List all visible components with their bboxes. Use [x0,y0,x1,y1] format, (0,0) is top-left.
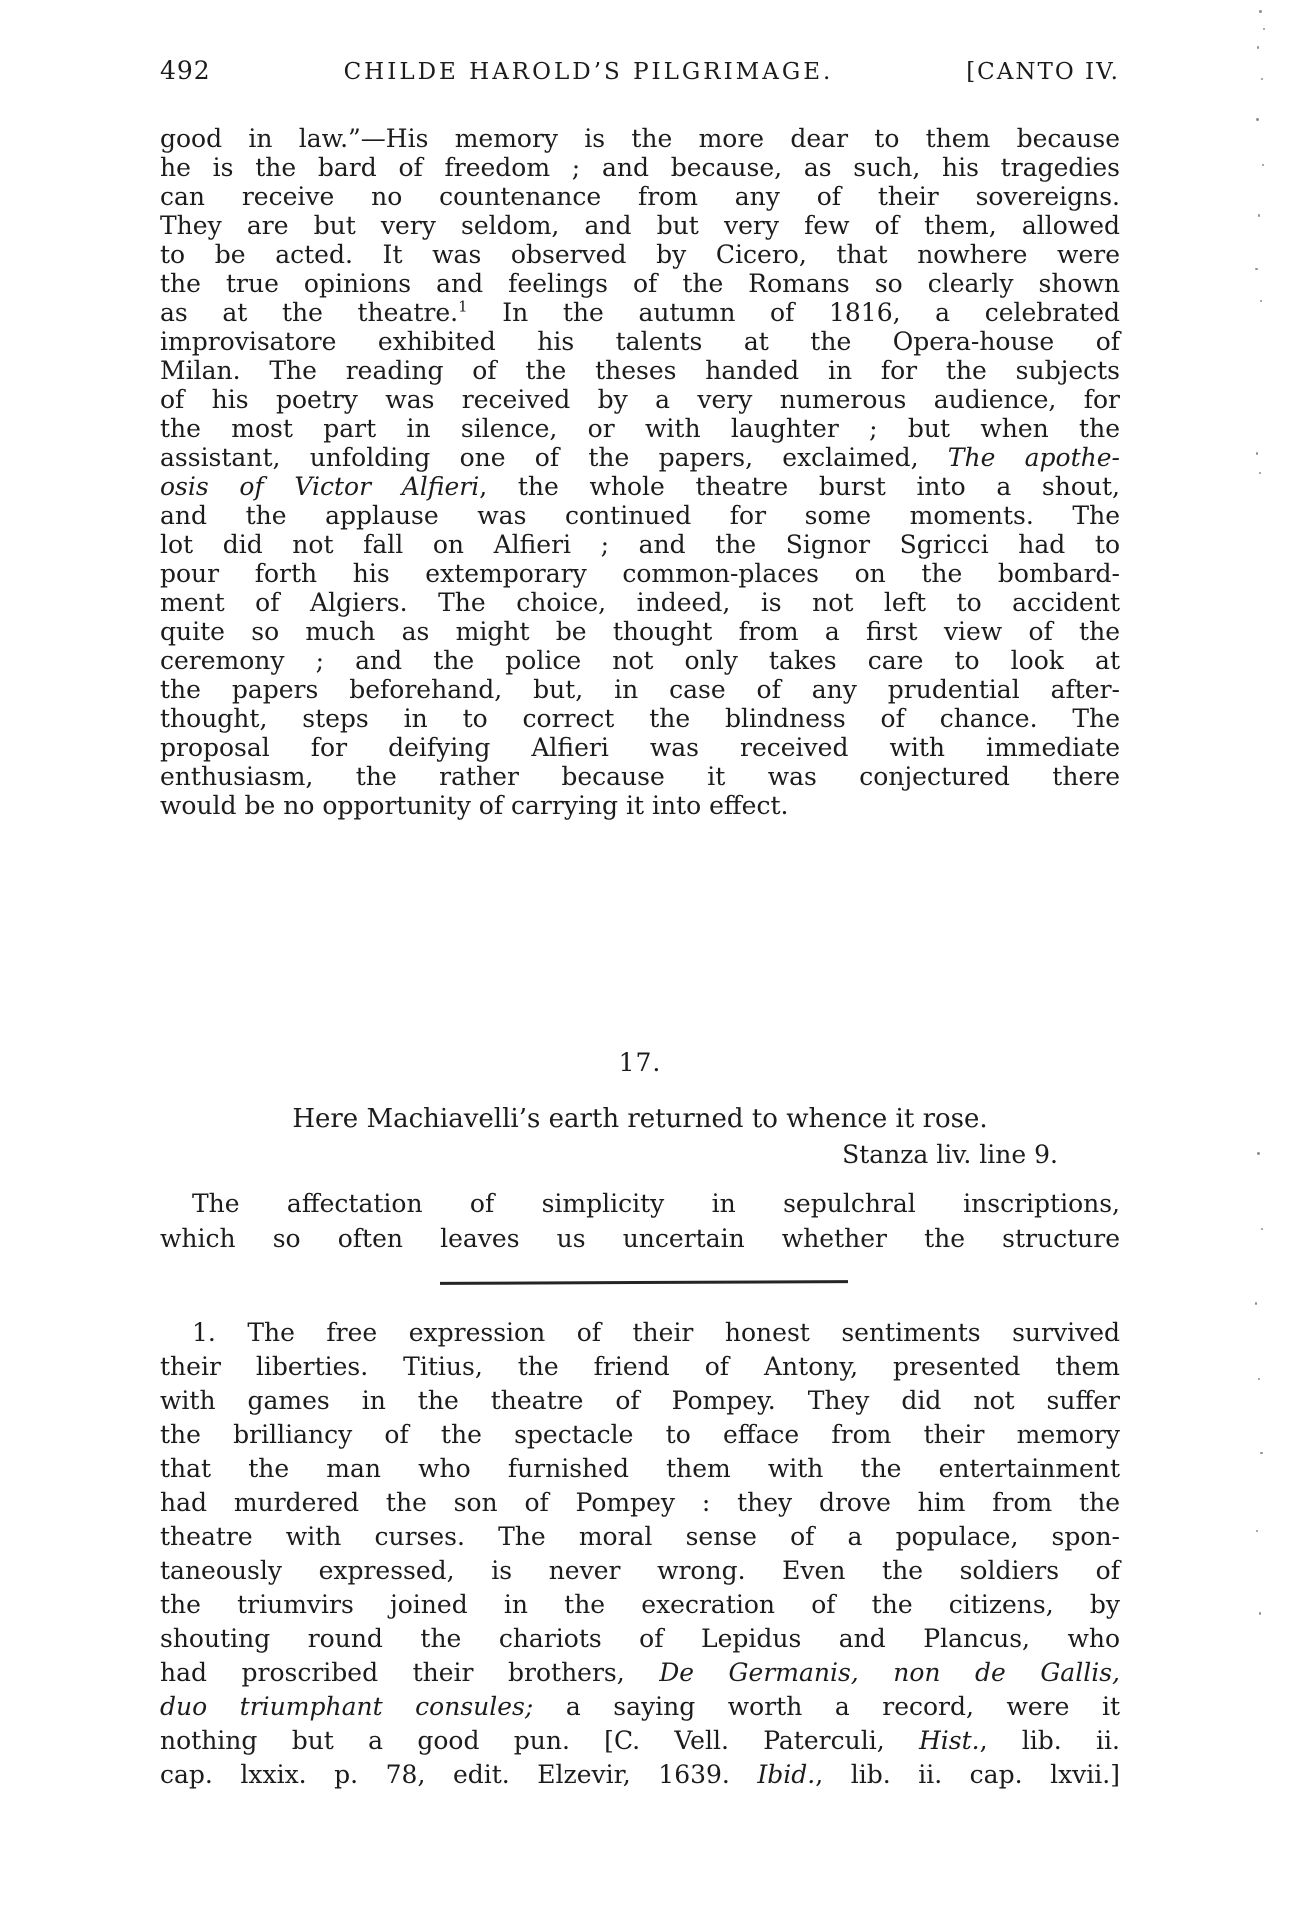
text-line: the triumvirs joined in the execration of the citizens, by [160,1590,1120,1619]
text-line: proposal for deifying Alfieri was received with immediate [160,733,1120,762]
text-line: cap. lxxix. p. 78, edit. Elzevir, 1639. Ibid., lib. ii. cap. lxvii.] [160,1760,1120,1789]
text-line: that the man who furnished them with the entertainment [160,1454,1120,1483]
text-line: The affectation of simplicity in sepulchral inscriptions, [192,1189,1120,1218]
text-line: the papers beforehand, but, in case of any prudential after- [160,675,1120,704]
text-segment: Ibid. [757,1760,816,1789]
text-line: ment of Algiers. The choice, indeed, is not left to accident [160,588,1120,617]
scan-speck [1257,46,1259,49]
text-line: thought, steps in to correct the blindness of chance. The [160,704,1120,733]
text-line: of his poetry was received by a very numerous audience, for [160,385,1120,414]
footnote-reference-mark: 1 [458,297,468,316]
text-line: he is the bard of freedom ; and because, as such, his tragedies [160,153,1120,182]
text-line: osis of Victor Alfieri, the whole theatre burst into a shout, [160,472,1120,501]
text-line: taneously expressed, is never wrong. Even the soldiers of [160,1556,1120,1585]
text-segment: De Germanis, non de Gallis, [659,1658,1120,1687]
text-line: as at the theatre.$^1$ In the autumn of 1816, a celebrated [160,297,1121,327]
text-line: assistant, unfolding one of the papers, exclaimed, The apothe- [160,443,1120,472]
body-paragraph-2 [160,1186,1120,1256]
text-line: can receive no countenance from any of their sovereigns. [160,182,1120,211]
scan-speck [1259,472,1261,474]
text-line: 1. The free expression of their honest sentiments survived [192,1318,1120,1347]
text-line: to be acted. It was observed by Cicero, that nowhere were [160,240,1120,269]
text-line: pour forth his extemporary common-places on the bombard- [160,559,1120,588]
text-line: ceremony ; and the police not only takes care to look at [160,646,1120,675]
scan-speck [1259,10,1262,13]
text-line: enthusiasm, the rather because it was conjectured there [160,762,1120,791]
scan-speck [1258,1378,1260,1380]
page-number: 492 [160,56,211,85]
scan-speck [1256,118,1259,121]
text-line: had murdered the son of Pompey : they drove him from the [160,1488,1120,1517]
text-line: with games in the theatre of Pompey. They did not suffer [160,1386,1120,1415]
scan-speck [1262,164,1264,166]
text-line: theatre with curses. The moral sense of a populace, spon- [160,1522,1120,1551]
stanza-attribution: Stanza liv. line 9. [842,1140,1058,1169]
body-paragraph-1 [160,124,1120,820]
scan-speck [1258,214,1260,217]
scan-speck [1263,28,1265,30]
text-line: shouting round the chariots of Lepidus and Plancus, who [160,1624,1120,1653]
text-line: They are but very seldom, and but very few of them, allowed [160,211,1120,240]
text-line: Milan. The reading of the theses handed in for the subjects [160,356,1120,385]
text-line: would be no opportunity of carrying it into effect. [160,791,789,820]
scan-speck [1261,78,1263,80]
text-line: nothing but a good pun. [C. Vell. Paterculi, Hist., lib. ii. [160,1726,1120,1755]
scan-speck [1260,300,1262,302]
text-line: duo triumphant consules; a saying worth a record, were it [160,1692,1120,1721]
stanza-quote: Here Machiavelli’s earth returned to whence it rose. [292,1104,988,1134]
text-line: had proscribed their brothers, De Germanis, non de Gallis, [160,1658,1120,1687]
section-number: 17. [618,1048,662,1077]
scan-speck [1259,1612,1261,1615]
text-line: the most part in silence, or with laughter ; but when the [160,414,1120,443]
scan-speck [1256,1530,1258,1532]
text-line: quite so much as might be thought from a first view of the [160,617,1120,646]
scan-speck [1255,268,1258,270]
text-segment: Hist. [918,1726,980,1755]
footnote-text [160,1316,1120,1792]
scan-speck [1257,1152,1260,1155]
page-header [160,56,1120,85]
text-line: improvisatore exhibited his talents at the Opera-house of [160,327,1120,356]
scan-speck [1260,1452,1263,1454]
running-title: CHILDE HAROLD’S PILGRIMAGE. [343,59,834,85]
text-segment: The apothe- [947,443,1120,472]
canto-label: [CANTO IV. [966,59,1120,85]
text-line: the brilliancy of the spectacle to efface from their memory [160,1420,1120,1449]
text-segment: osis of Victor Alfieri [160,472,480,501]
footnote-separator-rule [440,1280,848,1285]
scan-speck [1255,1302,1257,1305]
scan-speck [1261,1228,1263,1230]
scan-speck [1256,452,1258,455]
text-line: and the applause was continued for some moments. The [160,501,1120,530]
text-line: lot did not fall on Alfieri ; and the Signor Sgricci had to [160,530,1120,559]
text-line: the true opinions and feelings of the Romans so clearly shown [160,269,1120,298]
text-line: which so often leaves us uncertain whether the structure [160,1224,1120,1253]
text-segment: duo triumphant consules; [160,1692,534,1721]
text-line: their liberties. Titius, the friend of Antony, presented them [160,1352,1120,1381]
text-line: good in law.”—His memory is the more dear to them because [160,124,1120,153]
